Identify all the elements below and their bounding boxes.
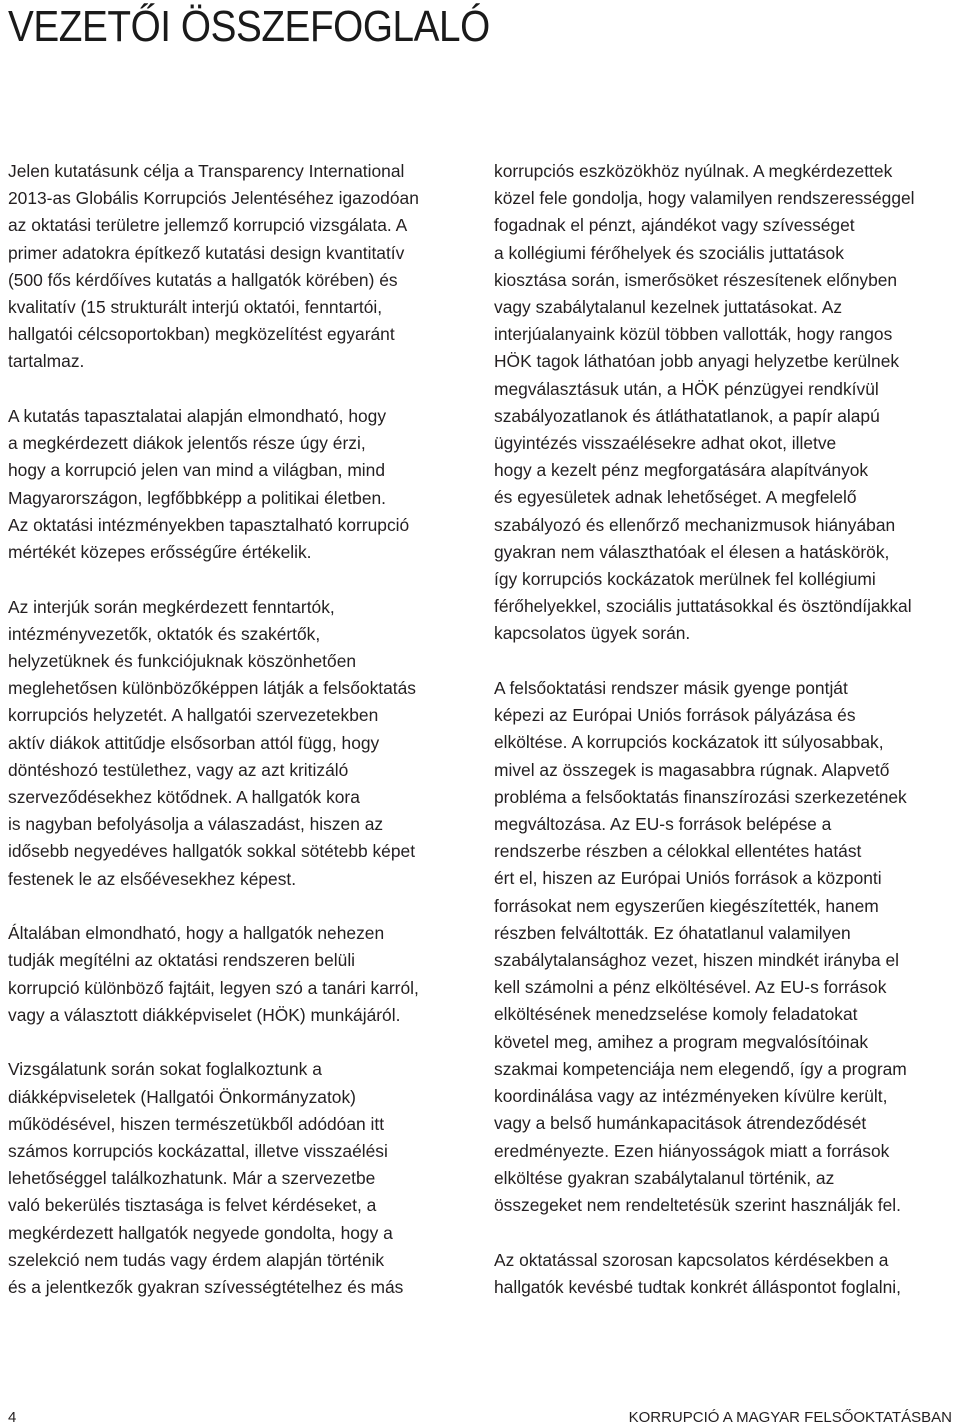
text-line: lehetőséggel találkozhatunk. Már a szervezetbe	[8, 1168, 376, 1189]
text-line: Az interjúk során megkérdezett fenntartók,	[8, 596, 335, 617]
paragraph	[8, 403, 474, 566]
text-line: intézményvezetők, oktatók és szakértők,	[8, 623, 321, 644]
text-line: megváltozása. Az EU-s források belépése a	[494, 814, 832, 835]
text-line: interjúalanyaink közül többen vallották, hogy rangos	[494, 324, 893, 345]
paragraph	[494, 1247, 960, 1301]
text-line: elköltése gyakran szabálytalanul történik, az	[494, 1167, 835, 1188]
paragraph	[494, 675, 960, 1219]
text-line: követel meg, amihez a program megvalósítóinak	[494, 1031, 869, 1052]
text-line: korrupció különböző fajtáit, legyen szó a tanári karról,	[8, 977, 419, 998]
text-line: megválasztásuk után, a HÖK pénzügyei rendkívül	[494, 378, 879, 399]
text-line: Jelen kutatásunk célja a Transparency International	[8, 161, 405, 181]
text-line: hallgatói célcsoportokban) megközelítést egyaránt	[8, 324, 395, 345]
text-line: az oktatási területre jellemző korrupció vizsgálata. A	[8, 215, 408, 236]
text-line: a megkérdezett diákok jelentős része úgy érzi,	[8, 433, 366, 454]
text-line: 2013-as Globális Korrupciós Jelentéséhez igazodóan	[8, 188, 419, 209]
text-line: Vizsgálatunk során sokat foglalkoztunk a	[8, 1059, 322, 1080]
page-title: VEZETŐI ÖSSZEFOGLALÓ	[8, 2, 490, 51]
right-column	[494, 158, 960, 1328]
text-line: a kollégiumi férőhelyek és szociális juttatások	[494, 242, 844, 263]
text-line: számos korrupciós kockázattal, illetve visszaélési	[8, 1141, 388, 1162]
text-line: elköltésének menedzselése komoly feladatokat	[494, 1004, 858, 1025]
text-line: és a jelentkezők gyakran szívességtételhez és más	[8, 1277, 404, 1298]
text-line: kapcsolatos ügyek során.	[494, 623, 691, 644]
text-line: festenek le az elsőévesekhez képest.	[8, 868, 297, 889]
text-line: probléma a felsőoktatás finanszírozási szerkezetének	[494, 786, 907, 807]
text-line: diákképviseletek (Hallgatói Önkormányzatok)	[8, 1086, 356, 1107]
text-line: forrásokat nem egyszerűen kiegészítették, hanem	[494, 895, 879, 916]
text-line: fogadnak el pénzt, ajándékot vagy szívességet	[494, 215, 855, 236]
text-line: Az oktatással szorosan kapcsolatos kérdésekben a	[494, 1249, 889, 1270]
text-line: vagy a választott diákképviselet (HÖK) munkájáról.	[8, 1004, 401, 1025]
text-line: mivel az összegek is magasabbra rúgnak. Alapvető	[494, 759, 890, 780]
text-line: ért el, hiszen az Európai Uniós források a központi	[494, 868, 882, 889]
text-line: megkérdezett hallgatók negyede gondolta, hogy a	[8, 1222, 393, 1243]
left-column	[8, 158, 474, 1329]
text-line: képezi az Európai Uniós források pályázása és	[494, 705, 856, 726]
text-line: való bekerülés tisztasága is felvet kérdéseket, a	[8, 1195, 377, 1216]
text-line: közel fele gondolja, hogy valamilyen rendszerességgel	[494, 188, 915, 209]
paragraph	[8, 1056, 474, 1301]
paragraph	[494, 158, 960, 648]
text-line: helyzetüknek és funkciójuknak köszönhetően	[8, 651, 357, 672]
text-line: szabályozatlanok és átláthatatlanok, a papír alapú	[494, 405, 880, 426]
text-line: kell számolni a pénz elköltésével. Az EU-s források	[494, 977, 887, 998]
text-line: szakmai kompetenciája nem elegendő, így a program	[494, 1058, 907, 1079]
text-line: szabálytalansághoz vezet, hiszen mindkét irányba el	[494, 950, 900, 971]
page-number: 4	[8, 1409, 17, 1426]
text-line: kiosztása során, ismerősöket részesítenek előnyben	[494, 269, 898, 290]
text-line: meglehetősen különbözőképpen látják a felsőoktatás	[8, 678, 416, 699]
text-line: ügyintézés visszaélésekre adhat okot, illetve	[494, 433, 837, 454]
text-line: korrupciós helyzetét. A hallgatói szervezetekben	[8, 705, 379, 726]
text-line: aktív diákok attitűdje elsősorban attól függ, hogy	[8, 732, 380, 753]
text-line: A kutatás tapasztalatai alapján elmondható, hogy	[8, 406, 387, 427]
text-line: tartalmaz.	[8, 351, 85, 372]
text-line: idősebb negyedéves hallgatók sokkal sötétebb képet	[8, 841, 416, 862]
paragraph	[8, 920, 474, 1029]
text-line: mértékét közepes erősségűre értékelik.	[8, 542, 312, 563]
text-line: döntéshozó testülethez, vagy az azt kritizáló	[8, 759, 349, 780]
text-line: kvalitatív (15 strukturált interjú oktatói, fenntartói,	[8, 297, 383, 318]
text-line: Általában elmondható, hogy a hallgatók nehezen	[8, 923, 385, 944]
text-line: összegeket nem rendeltetésük szerint használják fel.	[494, 1194, 901, 1215]
text-line: működésével, hiszen természetükből adódóan itt	[8, 1113, 385, 1134]
text-line: A felsőoktatási rendszer másik gyenge pontját	[494, 678, 848, 699]
text-line: szelekció nem tudás vagy érdem alapján történik	[8, 1249, 385, 1270]
text-line: részben felváltották. Ez óhatatlanul valamilyen	[494, 922, 851, 943]
text-line: is nagyban befolyásolja a válaszadást, hiszen az	[8, 814, 384, 835]
text-line: eredményezte. Ezen hiányosságok miatt a források	[494, 1140, 890, 1161]
text-line: hogy a kezelt pénz megforgatására alapítványok	[494, 460, 869, 481]
text-line: (500 fős kérdőíves kutatás a hallgatók körében) és	[8, 269, 398, 290]
text-line: HÖK tagok láthatóan jobb anyagi helyzetbe kerülnek	[494, 351, 900, 372]
text-line: Magyarországon, legfőbbképp a politikai életben.	[8, 487, 387, 508]
text-line: férőhelyekkel, szociális juttatásokkal és ösztöndíjakkal	[494, 596, 912, 617]
text-line: elköltése. A korrupciós kockázatok itt súlyosabbak,	[494, 732, 884, 753]
text-line: szabályozó és ellenőrző mechanizmusok hiányában	[494, 514, 896, 535]
text-line: korrupciós eszközökhöz nyúlnak. A megkérdezettek	[494, 161, 893, 181]
paragraph	[8, 158, 474, 376]
text-line: Az oktatási intézményekben tapasztalható korrupció	[8, 514, 410, 535]
text-line: és egyesületek adnak lehetőséget. A megfelelő	[494, 487, 857, 508]
text-line: tudják megítélni az oktatási rendszeren belüli	[8, 950, 356, 971]
text-line: rendszerbe részben a célokkal ellentétes hatást	[494, 841, 862, 862]
running-title: KORRUPCIÓ A MAGYAR FELSŐOKTATÁSBAN	[628, 1409, 952, 1426]
paragraph	[8, 594, 474, 893]
text-line: hogy a korrupció jelen van mind a világban, mind	[8, 460, 386, 481]
text-line: gyakran nem választhatóak el élesen a hatáskörök,	[494, 541, 890, 562]
text-line: szerveződésekhez kötődnek. A hallgatók kora	[8, 787, 360, 808]
text-line: koordinálása vagy az intézményeken kívülre került,	[494, 1086, 888, 1107]
text-line: primer adatokra építkező kutatási design kvantitatív	[8, 242, 405, 263]
text-line: hallgatók kevésbé tudtak konkrét álláspontot foglalni,	[494, 1276, 902, 1297]
text-line: vagy szabálytalanul kezelnek juttatásokat. Az	[494, 297, 843, 318]
text-line: vagy a belső humánkapacitások átrendeződését	[494, 1113, 867, 1134]
text-line: így korrupciós kockázatok merülnek fel kollégiumi	[494, 569, 876, 590]
